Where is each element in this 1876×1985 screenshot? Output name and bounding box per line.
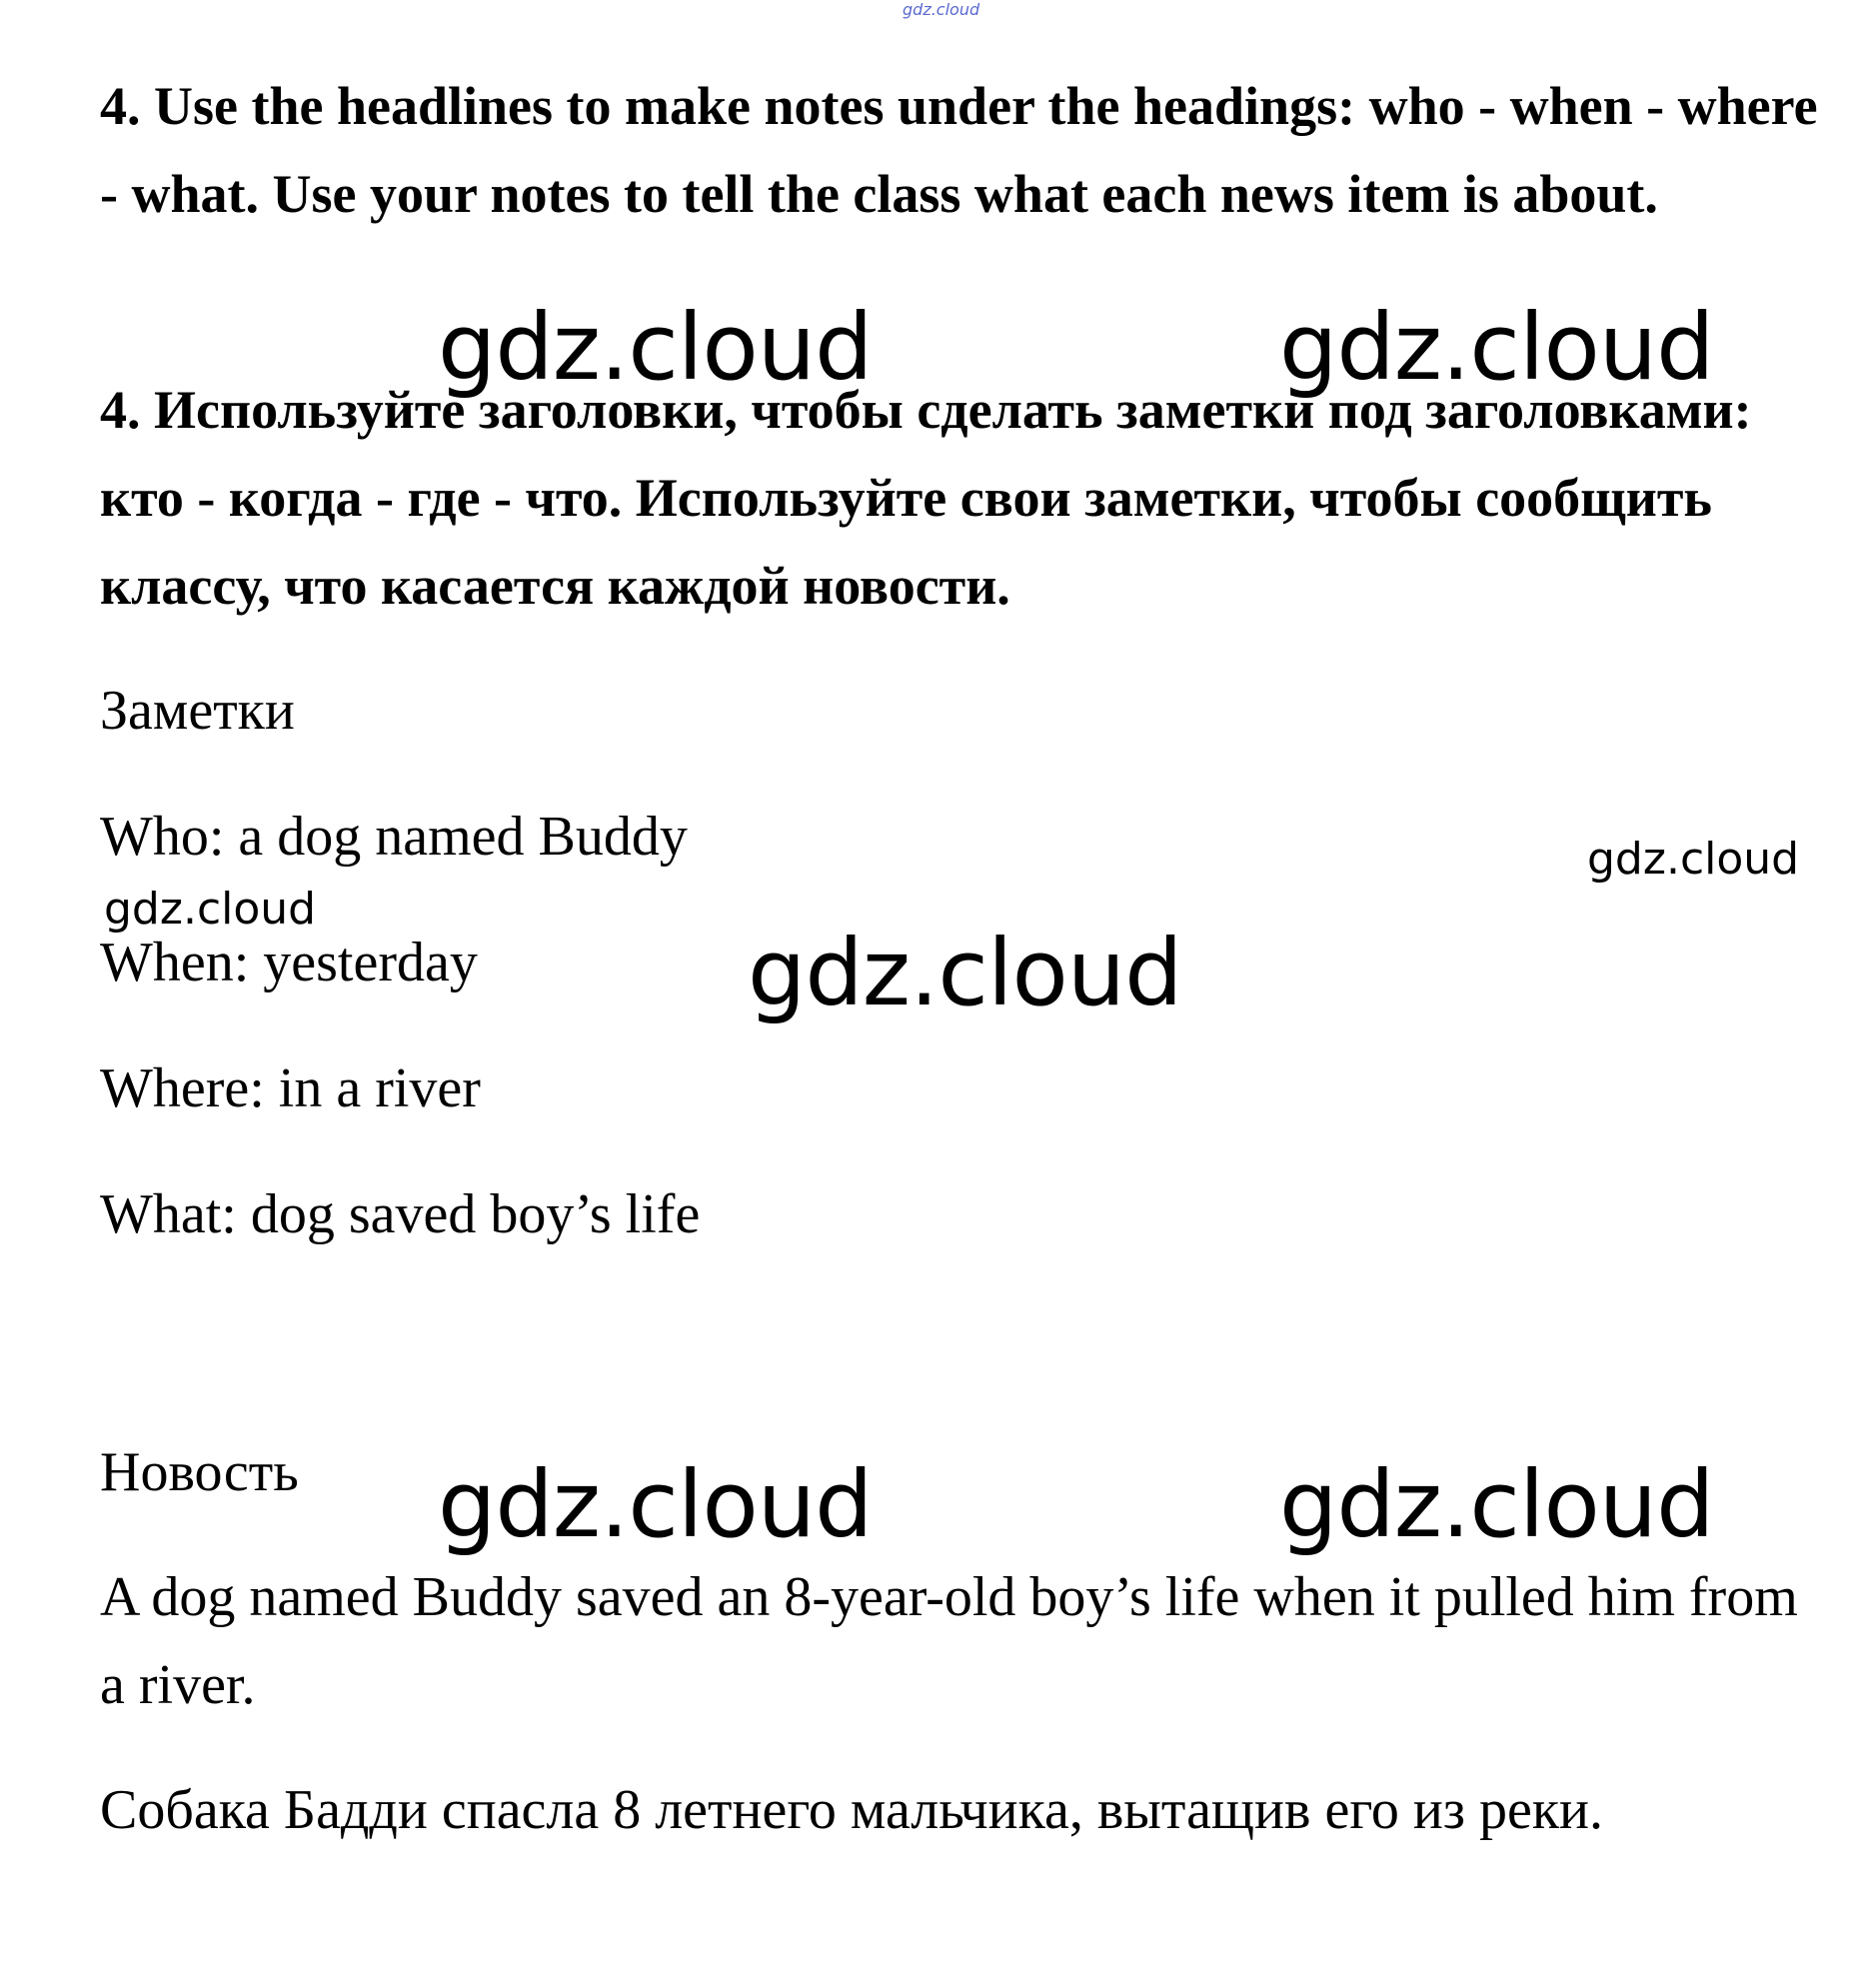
watermark-5: gdz.cloud: [748, 920, 1182, 1026]
news-russian: Собака Бадди спасла 8 летнего мальчика, вытащив его из реки.: [100, 1779, 1604, 1841]
watermark-1: gdz.cloud: [438, 294, 873, 401]
task-russian: 4. Используйте заголовки, чтобы сделать заметки под заголовками: кто - когда - где - что. Используйте свои заметки, чтобы сообщить классу, что касается каждой новости.: [100, 380, 1752, 616]
watermark-6: gdz.cloud: [438, 1451, 873, 1558]
note-where: Where: in a river: [100, 1057, 481, 1119]
notes-heading: Заметки: [100, 680, 295, 742]
note-who: Who: a dog named Buddy: [100, 806, 688, 868]
watermark-4: gdz.cloud: [104, 884, 317, 935]
watermark-2: gdz.cloud: [1279, 294, 1714, 401]
note-what: What: dog saved boy’s life: [100, 1183, 701, 1245]
watermark-3: gdz.cloud: [1587, 834, 1800, 885]
watermark-top: gdz.cloud: [903, 0, 980, 19]
news-english: A dog named Buddy saved an 8-year-old boy’s life when it pulled him from a river.: [100, 1566, 1798, 1716]
task-english: 4. Use the headlines to make notes under the headings: who - when - where - what. Use your notes to tell the class what each news item is about.: [100, 76, 1818, 224]
note-when: When: yesterday: [100, 932, 478, 993]
watermark-7: gdz.cloud: [1279, 1451, 1714, 1558]
news-heading: Новость: [100, 1441, 299, 1503]
